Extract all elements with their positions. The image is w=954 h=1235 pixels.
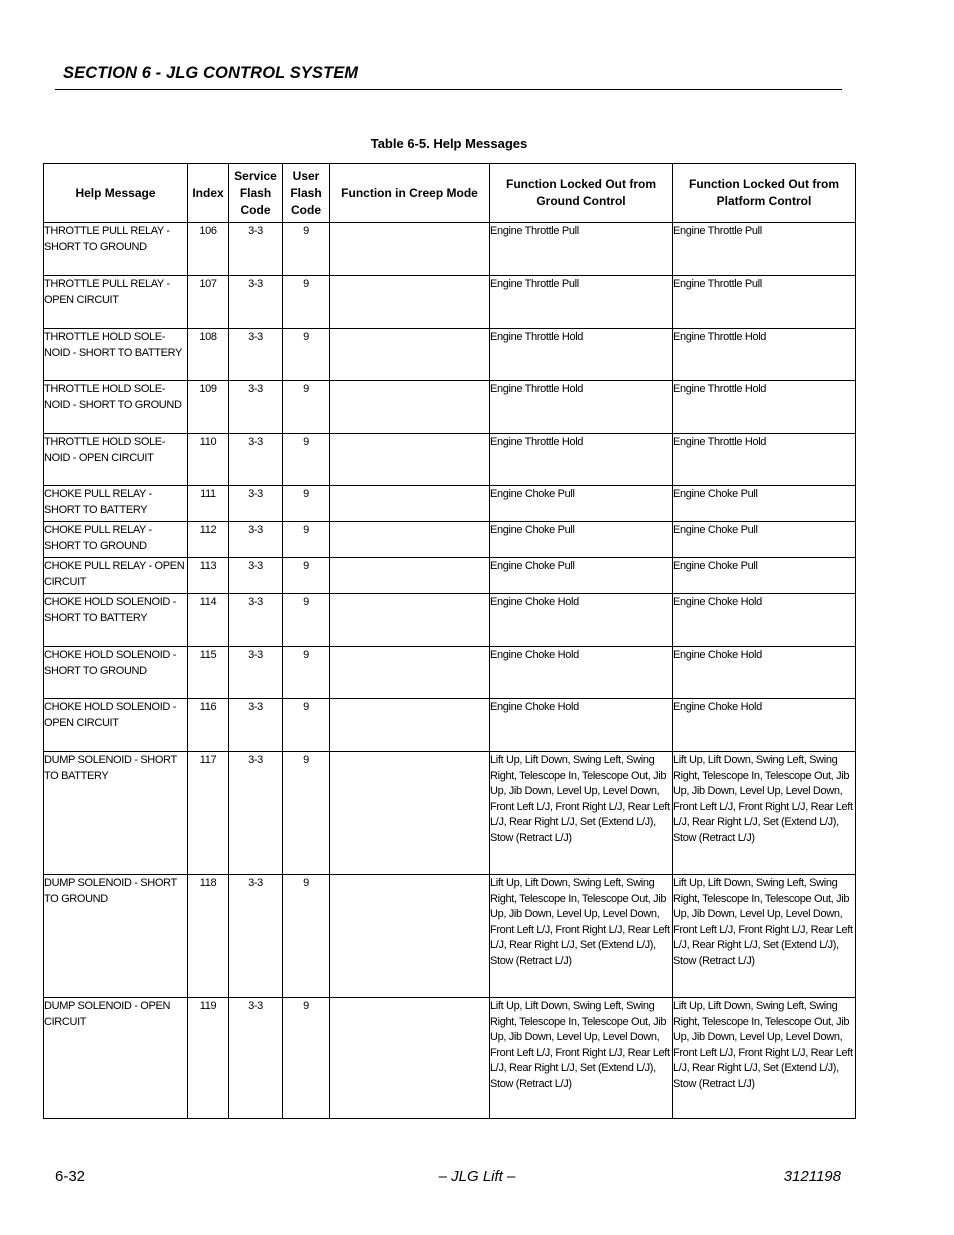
section-title: SECTION 6 - JLG CONTROL SYSTEM xyxy=(63,64,359,82)
ground-lockout-cell: Engine Choke Pull xyxy=(490,522,673,558)
creep-mode-cell xyxy=(330,486,490,522)
table-row xyxy=(44,434,856,486)
help-message-cell: THROTTLE HOLD SOLE-NOID - SHORT TO GROUND xyxy=(44,381,188,434)
col-header-user-flash-code-text: User Flash Code xyxy=(290,168,322,217)
help-message-cell: DUMP SOLENOID - SHORT TO BATTERY xyxy=(44,752,188,875)
index-cell: 112 xyxy=(188,522,229,558)
index-cell: 114 xyxy=(188,594,229,647)
platform-lockout-cell: Engine Choke Pull xyxy=(673,522,856,558)
creep-mode-cell xyxy=(330,223,490,276)
index-cell: 107 xyxy=(188,276,229,329)
help-message-cell: CHOKE HOLD SOLENOID - OPEN CIRCUIT xyxy=(44,699,188,752)
help-message-cell: THROTTLE PULL RELAY - OPEN CIRCUIT xyxy=(44,276,188,329)
ground-lockout-cell: Engine Throttle Pull xyxy=(490,223,673,276)
user-flash-code-cell: 9 xyxy=(283,522,330,558)
user-flash-code-cell: 9 xyxy=(283,647,330,699)
table-row xyxy=(44,699,856,752)
index-cell: 106 xyxy=(188,223,229,276)
help-message-cell: CHOKE PULL RELAY - SHORT TO BATTERY xyxy=(44,486,188,522)
user-flash-code-cell: 9 xyxy=(283,486,330,522)
creep-mode-cell xyxy=(330,329,490,381)
user-flash-code-cell: 9 xyxy=(283,752,330,875)
ground-lockout-cell: Engine Throttle Hold xyxy=(490,434,673,486)
col-header-ground-control-text: Function Locked Out from Ground Control xyxy=(506,177,656,208)
col-header-creep-mode: Function in Creep Mode xyxy=(330,164,490,223)
platform-lockout-cell: Lift Up, Lift Down, Swing Left, Swing Right, Telescope In, Telescope Out, Jib Up, Jib Down, Level Up, Level Down, Front Left L/J, Front Right L/J, Rear Left L/J, Rear Right L/J, Set (Extend L/J), Stow (Retract L/J) xyxy=(673,752,856,875)
platform-lockout-cell: Lift Up, Lift Down, Swing Left, Swing Right, Telescope In, Telescope Out, Jib Up, Jib Down, Level Up, Level Down, Front Left L/J, Front Right L/J, Rear Left L/J, Rear Right L/J, Set (Extend L/J), Stow (Retract L/J) xyxy=(673,875,856,998)
help-message-cell: CHOKE HOLD SOLENOID - SHORT TO BATTERY xyxy=(44,594,188,647)
header-rule xyxy=(55,89,842,90)
index-cell: 119 xyxy=(188,998,229,1119)
index-cell: 108 xyxy=(188,329,229,381)
service-flash-code-cell: 3-3 xyxy=(229,434,283,486)
help-message-cell: THROTTLE PULL RELAY - SHORT TO GROUND xyxy=(44,223,188,276)
platform-lockout-cell: Engine Choke Hold xyxy=(673,594,856,647)
table-row xyxy=(44,223,856,276)
col-header-index: Index xyxy=(188,164,229,223)
index-cell: 116 xyxy=(188,699,229,752)
index-cell: 117 xyxy=(188,752,229,875)
platform-lockout-cell: Engine Throttle Hold xyxy=(673,434,856,486)
table-row xyxy=(44,998,856,1119)
index-cell: 110 xyxy=(188,434,229,486)
help-message-cell: DUMP SOLENOID - SHORT TO GROUND xyxy=(44,875,188,998)
creep-mode-cell xyxy=(330,998,490,1119)
creep-mode-cell xyxy=(330,699,490,752)
platform-lockout-cell: Engine Choke Hold xyxy=(673,647,856,699)
creep-mode-cell xyxy=(330,522,490,558)
ground-lockout-cell: Engine Throttle Hold xyxy=(490,329,673,381)
creep-mode-cell xyxy=(330,594,490,647)
ground-lockout-cell: Engine Throttle Hold xyxy=(490,381,673,434)
table-row xyxy=(44,875,856,998)
index-cell: 109 xyxy=(188,381,229,434)
col-header-ground-control xyxy=(490,164,673,223)
help-message-cell: CHOKE HOLD SOLENOID - SHORT TO GROUND xyxy=(44,647,188,699)
help-message-cell: CHOKE PULL RELAY - OPEN CIRCUIT xyxy=(44,558,188,594)
creep-mode-cell xyxy=(330,276,490,329)
service-flash-code-cell: 3-3 xyxy=(229,522,283,558)
document-number: 3121198 xyxy=(783,1168,841,1185)
platform-lockout-cell: Engine Choke Pull xyxy=(673,486,856,522)
col-header-help-message: Help Message xyxy=(44,164,188,223)
footer-center-text: – JLG Lift – xyxy=(438,1168,516,1185)
service-flash-code-cell: 3-3 xyxy=(229,647,283,699)
platform-lockout-cell: Engine Throttle Hold xyxy=(673,329,856,381)
user-flash-code-cell: 9 xyxy=(283,875,330,998)
user-flash-code-cell: 9 xyxy=(283,276,330,329)
ground-lockout-cell: Lift Up, Lift Down, Swing Left, Swing Right, Telescope In, Telescope Out, Jib Up, Jib Down, Level Up, Level Down, Front Left L/J, Front Right L/J, Rear Left L/J, Rear Right L/J, Set (Extend L/J), Stow (Retract L/J) xyxy=(490,875,673,998)
platform-lockout-cell: Engine Throttle Hold xyxy=(673,381,856,434)
user-flash-code-cell: 9 xyxy=(283,329,330,381)
help-message-cell: CHOKE PULL RELAY - SHORT TO GROUND xyxy=(44,522,188,558)
ground-lockout-cell: Lift Up, Lift Down, Swing Left, Swing Right, Telescope In, Telescope Out, Jib Up, Jib Down, Level Up, Level Down, Front Left L/J, Front Right L/J, Rear Left L/J, Rear Right L/J, Set (Extend L/J), Stow (Retract L/J) xyxy=(490,998,673,1119)
index-cell: 115 xyxy=(188,647,229,699)
platform-lockout-cell: Lift Up, Lift Down, Swing Left, Swing Right, Telescope In, Telescope Out, Jib Up, Jib Down, Level Up, Level Down, Front Left L/J, Front Right L/J, Rear Left L/J, Rear Right L/J, Set (Extend L/J), Stow (Retract L/J) xyxy=(673,998,856,1119)
platform-lockout-cell: Engine Choke Hold xyxy=(673,699,856,752)
ground-lockout-cell: Engine Throttle Pull xyxy=(490,276,673,329)
index-cell: 113 xyxy=(188,558,229,594)
creep-mode-cell xyxy=(330,647,490,699)
service-flash-code-cell: 3-3 xyxy=(229,558,283,594)
service-flash-code-cell: 3-3 xyxy=(229,486,283,522)
platform-lockout-cell: Engine Throttle Pull xyxy=(673,276,856,329)
col-header-user-flash-code xyxy=(283,164,330,223)
service-flash-code-cell: 3-3 xyxy=(229,875,283,998)
help-message-cell: THROTTLE HOLD SOLE-NOID - SHORT TO BATTERY xyxy=(44,329,188,381)
ground-lockout-cell: Engine Choke Pull xyxy=(490,486,673,522)
table-row xyxy=(44,486,856,522)
service-flash-code-cell: 3-3 xyxy=(229,223,283,276)
service-flash-code-cell: 3-3 xyxy=(229,276,283,329)
user-flash-code-cell: 9 xyxy=(283,381,330,434)
table-row xyxy=(44,522,856,558)
table-row xyxy=(44,647,856,699)
service-flash-code-cell: 3-3 xyxy=(229,381,283,434)
creep-mode-cell xyxy=(330,752,490,875)
table-row xyxy=(44,558,856,594)
user-flash-code-cell: 9 xyxy=(283,434,330,486)
service-flash-code-cell: 3-3 xyxy=(229,752,283,875)
table-row xyxy=(44,329,856,381)
creep-mode-cell xyxy=(330,381,490,434)
help-messages-table xyxy=(43,163,856,1119)
user-flash-code-cell: 9 xyxy=(283,558,330,594)
service-flash-code-cell: 3-3 xyxy=(229,594,283,647)
service-flash-code-cell: 3-3 xyxy=(229,329,283,381)
ground-lockout-cell: Engine Choke Hold xyxy=(490,647,673,699)
table-row xyxy=(44,276,856,329)
col-header-platform-control xyxy=(673,164,856,223)
creep-mode-cell xyxy=(330,558,490,594)
platform-lockout-cell: Engine Throttle Pull xyxy=(673,223,856,276)
service-flash-code-cell: 3-3 xyxy=(229,998,283,1119)
service-flash-code-cell: 3-3 xyxy=(229,699,283,752)
table-header-row xyxy=(44,164,856,223)
user-flash-code-cell: 9 xyxy=(283,594,330,647)
page-number: 6-32 xyxy=(55,1168,86,1185)
platform-lockout-cell: Engine Choke Pull xyxy=(673,558,856,594)
creep-mode-cell xyxy=(330,875,490,998)
creep-mode-cell xyxy=(330,434,490,486)
table-row xyxy=(44,752,856,875)
col-header-service-flash-code-text: Service Flash Code xyxy=(234,168,277,217)
col-header-service-flash-code xyxy=(229,164,283,223)
help-message-cell: THROTTLE HOLD SOLE-NOID - OPEN CIRCUIT xyxy=(44,434,188,486)
col-header-platform-control-text: Function Locked Out from Platform Control xyxy=(689,177,839,208)
user-flash-code-cell: 9 xyxy=(283,699,330,752)
ground-lockout-cell: Lift Up, Lift Down, Swing Left, Swing Right, Telescope In, Telescope Out, Jib Up, Jib Down, Level Up, Level Down, Front Left L/J, Front Right L/J, Rear Left L/J, Rear Right L/J, Set (Extend L/J), Stow (Retract L/J) xyxy=(490,752,673,875)
table-title: Table 6-5. Help Messages xyxy=(370,136,528,151)
user-flash-code-cell: 9 xyxy=(283,223,330,276)
ground-lockout-cell: Engine Choke Hold xyxy=(490,594,673,647)
index-cell: 118 xyxy=(188,875,229,998)
ground-lockout-cell: Engine Choke Pull xyxy=(490,558,673,594)
index-cell: 111 xyxy=(188,486,229,522)
user-flash-code-cell: 9 xyxy=(283,998,330,1119)
table-row xyxy=(44,594,856,647)
table-row xyxy=(44,381,856,434)
ground-lockout-cell: Engine Choke Hold xyxy=(490,699,673,752)
help-message-cell: DUMP SOLENOID - OPEN CIRCUIT xyxy=(44,998,188,1119)
